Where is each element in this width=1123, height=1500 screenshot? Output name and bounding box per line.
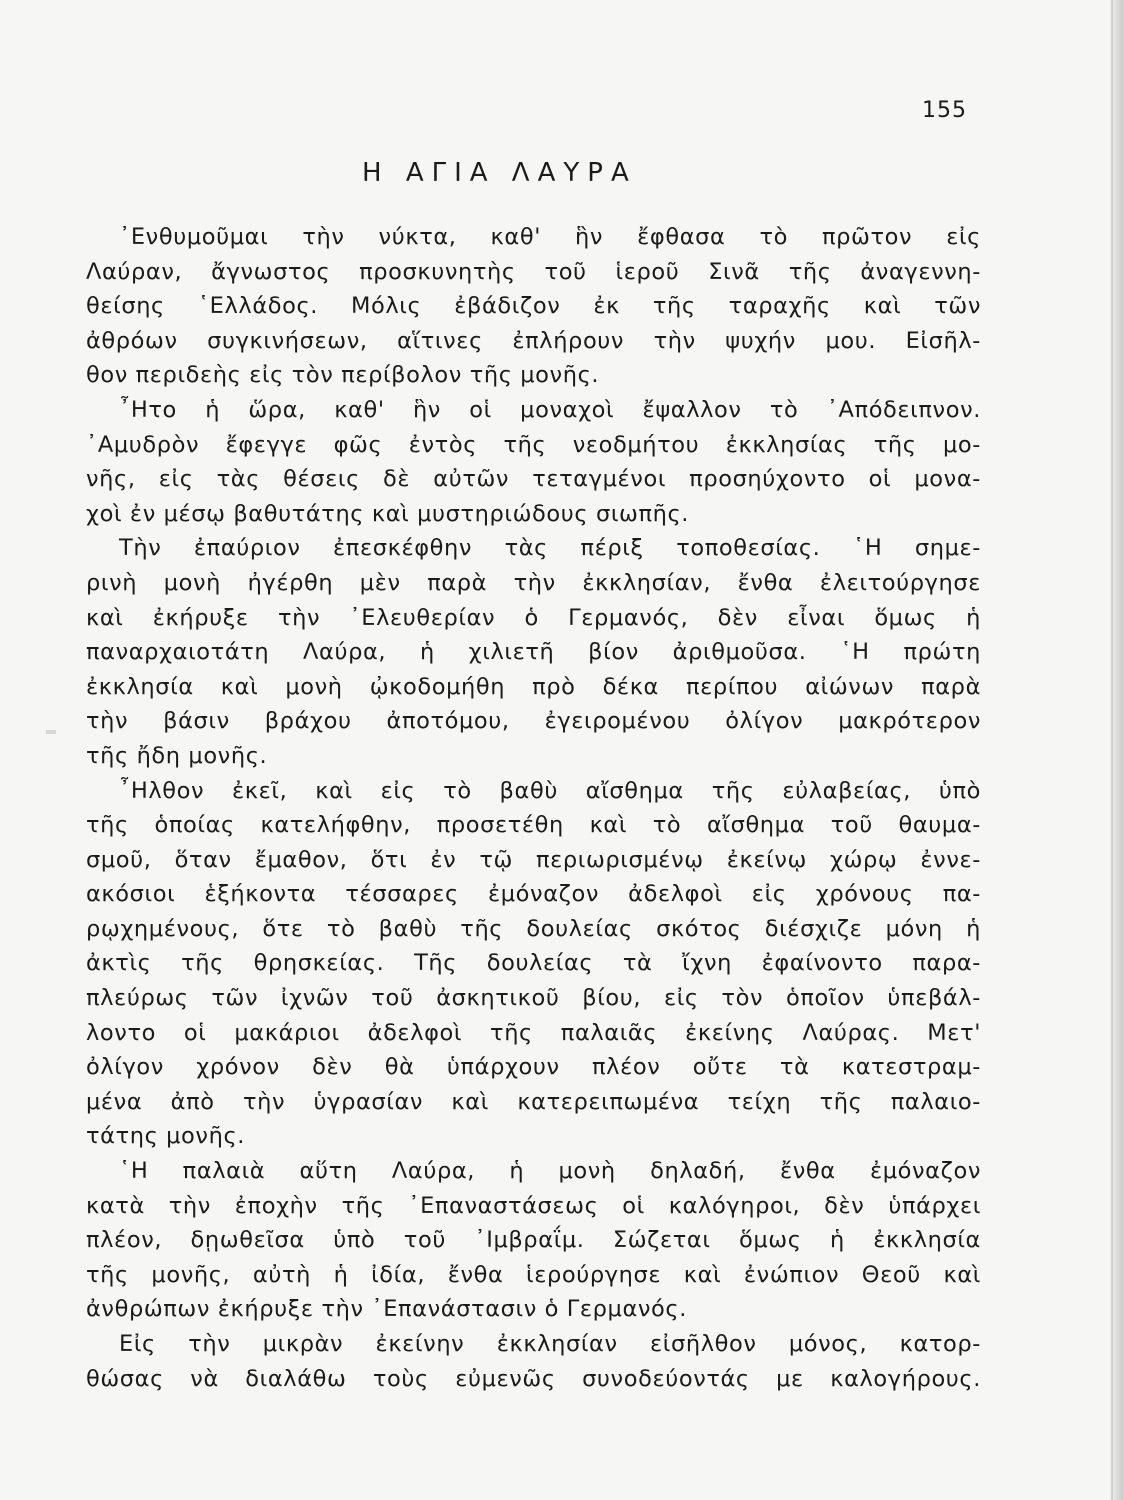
- text-line: ακόσιοι ἑξήκοντα τέσσαρες ἐμόναζον ἀδελφοὶ εἰς χρόνους πα-: [86, 881, 981, 908]
- text-line: κατὰ τὴν ἐποχὴν τῆς ᾿Επαναστάσεως οἱ καλόγηροι, δὲν ὑπάρχει: [86, 1192, 981, 1219]
- text-line: Λαύραν, ἄγνωστος προσκυνητὴς τοῦ ἱεροῦ Σινᾶ τῆς ἀναγεννη-: [86, 258, 981, 285]
- text-line: ἀκτὶς τῆς θρησκείας. Τῆς δουλείας τὰ ἴχνη ἐφαίνοντο παρα-: [86, 950, 981, 977]
- text-line: ὀλίγον χρόνον δὲν θὰ ὑπάρχουν πλέον οὔτε τὰ κατεστραμ-: [86, 1054, 981, 1081]
- text-line: πλεύρως τῶν ἰχνῶν τοῦ ἀσκητικοῦ βίου, εἰς τὸν ὁποῖον ὑπεβάλ-: [86, 985, 981, 1012]
- text-line: λοντο οἱ μακάριοι ἀδελφοὶ τῆς παλαιᾶς ἐκείνης Λαύρας. Μετ': [86, 1019, 981, 1046]
- text-line: ᾿Αμυδρὸν ἔφεγγε φῶς ἐντὸς τῆς νεοδμήτου ἐκκλησίας τῆς μο-: [86, 431, 981, 458]
- text-line: τὴν βάσιν βράχου ἀποτόμου, ἐγειρομένου ὀλίγον μακρότερον: [86, 708, 981, 735]
- page-number: 155: [922, 98, 967, 123]
- text-line: τῆς ἤδη μονῆς.: [86, 742, 268, 769]
- text-line: ἀνθρώπων ἐκήρυξε τὴν ᾿Επανάστασιν ὁ Γερμανός.: [86, 1296, 687, 1323]
- text-line: νῆς, εἰς τὰς θέσεις δὲ αὐτῶν τεταγμένοι προσηύχοντο οἱ μονα-: [86, 466, 981, 493]
- text-line: σμοῦ, ὅταν ἔμαθον, ὅτι ἐν τῷ περιωρισμένῳ ἐκείνῳ χώρῳ ἐννε-: [86, 846, 981, 873]
- text-line: ρῳχημένους, ὅτε τὸ βαθὺ τῆς δουλείας σκότος διέσχιζε μόνη ἡ: [86, 915, 981, 942]
- text-line: ἀθρόων συγκινήσεων, αἵτινες ἐπλήρουν τὴν ψυχήν μου. Εἰσῆλ-: [86, 327, 981, 354]
- text-line: μένα ἀπὸ τὴν ὑγρασίαν καὶ κατερειπωμένα τείχη τῆς παλαιο-: [86, 1088, 981, 1115]
- text-line: ῾Η παλαιὰ αὕτη Λαύρα, ἡ μονὴ δηλαδή, ἔνθα ἐμόναζον: [119, 1158, 981, 1185]
- text-line: ῏Ητο ἡ ὥρα, καθ' ἣν οἱ μοναχοὶ ἔψαλλον τὸ ᾿Απόδειπνον.: [119, 396, 981, 423]
- text-line: θον περιδεὴς εἰς τὸν περίβολον τῆς μονῆς.: [86, 362, 600, 389]
- text-line: τῆς ὁποίας κατελήφθην, προσετέθη καὶ τὸ αἴσθημα τοῦ θαυμα-: [86, 812, 981, 839]
- page-edge-shadow: [1109, 0, 1123, 1500]
- text-line: πλέον, δῃωθεῖσα ὑπὸ τοῦ ᾿Ιμβραΐμ. Σώζεται ὅμως ἡ ἐκκλησία: [86, 1227, 981, 1254]
- text-line: ρινὴ μονὴ ἠγέρθη μὲν παρὰ τὴν ἐκκλησίαν, ἔνθα ἐλειτούργησε: [86, 569, 981, 596]
- body-text: [86, 220, 981, 1396]
- text-line: τῆς μονῆς, αὐτὴ ἡ ἰδία, ἔνθα ἱερούργησε καὶ ἐνώπιον Θεοῦ καὶ: [86, 1261, 981, 1288]
- chapter-title: Η ΑΓΙΑ ΛΑΥΡΑ: [362, 158, 637, 188]
- text-line: θείσης ῾Ελλάδος. Μόλις ἐβάδιζον ἐκ τῆς ταραχῆς καὶ τῶν: [86, 293, 981, 320]
- text-line: ῏Ηλθον ἐκεῖ, καὶ εἰς τὸ βαθὺ αἴσθημα τῆς εὐλαβείας, ὑπὸ: [119, 777, 981, 804]
- text-line: θώσας νὰ διαλάθω τοὺς εὐμενῶς συνοδεύοντάς με καλογήρους.: [86, 1365, 981, 1392]
- text-line: χοὶ ἐν μέσῳ βαθυτάτης καὶ μυστηριώδους σιωπῆς.: [86, 500, 690, 527]
- scan-mark: [46, 730, 56, 734]
- text-line: ᾿Ενθυμοῦμαι τὴν νύκτα, καθ' ἣν ἔφθασα τὸ πρῶτον εἰς: [119, 224, 981, 250]
- text-line: ἐκκλησία καὶ μονὴ ᾠκοδομήθη πρὸ δέκα περίπου αἰώνων παρὰ: [86, 673, 981, 700]
- text-line: Τὴν ἐπαύριον ἐπεσκέφθην τὰς πέριξ τοποθεσίας. ῾Η σημε-: [119, 535, 981, 562]
- text-line: Εἰς τὴν μικρὰν ἐκείνην ἐκκλησίαν εἰσῆλθον μόνος, κατορ-: [119, 1331, 981, 1357]
- text-line: τάτης μονῆς.: [86, 1123, 246, 1150]
- text-line: παναρχαιοτάτη Λαύρα, ἡ χιλιετῆ βίον ἀριθμοῦσα. ῾Η πρώτη: [86, 639, 981, 666]
- text-line: καὶ ἐκήρυξε τὴν ᾿Ελευθερίαν ὁ Γερμανός, δὲν εἶναι ὅμως ἡ: [86, 604, 981, 631]
